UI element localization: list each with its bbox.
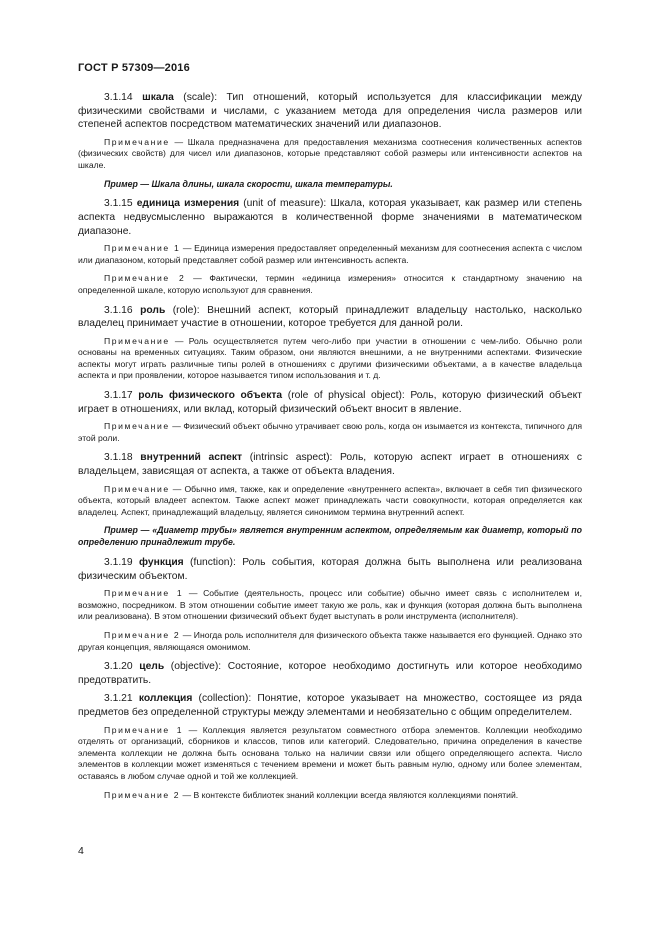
term-3-1-19: 3.1.19 функция (function): Роль события, которая должна быть выполнена или реализована физическим объектом. — [78, 557, 582, 582]
term-name: шкала — [142, 92, 174, 103]
term-3-1-17: 3.1.17 роль физического объекта (role of physical object): Роль, которую физический объект играет в отношениях, или вклад, который физический объект вносит в явление. — [78, 390, 582, 415]
note-1: Примечание 1 — Единица измерения предоставляет определенный механизм для соотнесения аспекта с числом или диапазоном, который представляет собой размер или интенсивность аспекта. — [78, 243, 582, 265]
term-name: коллекция — [138, 693, 193, 705]
term-name: роль — [140, 304, 166, 316]
document-code: ГОСТ Р 57309—2016 — [78, 62, 190, 74]
note: Примечание — Обычно имя, также, как и определение «внутреннего аспекта», включает в себя тип физического объекта, который владеет аспектом. Также аспект может принадлежать части совокупности, которая определяется как владелец. Аспект, принадлежащий владельцу, является синонимом термина внутренний аспект. — [78, 483, 582, 517]
term-3-1-14: 3.1.14 шкала (scale): Тип отношений, который используется для классификации между физическими свойствами и числами, с указанием метода для определения числа размеров или степеней аспектов посредством математических значений или диапазонов. — [78, 92, 582, 131]
term-3-1-16: 3.1.16 роль (role): Внешний аспект, который принадлежит владельцу настолько, насколько владелец принимает участие в отношении, которое требуется для данной роли. — [78, 304, 582, 330]
term-3-1-15: 3.1.15 единица измерения (unit of measure): Шкала, которая указывает, как размер или степень аспекта недвусмысленно выражаются в количественной форме значениями в математическом диапазоне. — [78, 198, 583, 237]
note-2: Примечание 2 — В контексте библиотек знаний коллекции всегда являются коллекциями понятий. — [104, 789, 519, 800]
term-name: роль физического объекта — [138, 390, 283, 402]
document-body — [78, 91, 582, 808]
term-name: цель — [139, 661, 165, 673]
page-number: 4 — [78, 845, 84, 857]
term-name: внутренний аспект — [140, 452, 243, 464]
note-1: Примечание 1 — Коллекция является результатом совместного отбора элементов. Коллекции необходимо отделять от организаций, сборников и классов, типов или категорий. Следовательно, причина определения в качестве элемента коллекции не должна быть основана только на наличии связи или общего определяющего аспекта. Число элементов в коллекции может изменяться с течением времени и может быть равным нулю, одному или более элементам, оставаясь в любом случае одной и той же коллекцией. — [78, 724, 583, 781]
term-3-1-20: 3.1.20 цель (objective): Состояние, которое необходимо достигнуть или которое необходимо предотвратить. — [78, 661, 582, 686]
term-name: единица измерения — [136, 198, 240, 210]
note-2: Примечание 2 — Иногда роль исполнителя для физического объекта также называется его функцией. Однако это другая концепция, являющаяся омонимом. — [78, 629, 582, 652]
example: Пример — Шкала длины, шкала скорости, шкала температуры. — [104, 178, 393, 189]
term-name: функция — [139, 557, 184, 569]
term-3-1-18: 3.1.18 внутренний аспект (intrinsic aspect): Роль, которую аспект играет в отношениях с владельцем, зависящая от аспекта, а также от объекта владения. — [78, 452, 582, 478]
note-1: Примечание 1 — Событие (деятельность, процесс или событие) обычно имеет связь с исполнителем и, возможно, посредником. В этом отношении событие имеет такую же роль, как и функция (которая должна быть выполнена или реализована). В этом отношении физический объект будет выступать в роли инструмента (исполнителя). — [78, 588, 582, 622]
note: Примечание — Роль осуществляется путем чего-либо при участии в отношении с чем-либо. Обычно роли основаны на временных ситуациях. Таким образом, они являются внешними, а не внутренними аспектами. Физические аспекты могут играть различные типы ролей в отношениях с другими физическими объектами, а в качестве владельца аспекта и при проявлении, которое называется типом использования и т. д. — [78, 335, 582, 381]
note: Примечание — Физический объект обычно утрачивает свою роль, когда он изымается из контекста, типичного для этой роли. — [78, 421, 582, 443]
term-3-1-21: 3.1.21 коллекция (collection): Понятие, которое указывает на множество, состоящее из ряда предметов без определенной структуры между элементами и необязательно с общим определителем. — [78, 693, 582, 718]
note: Примечание — Шкала предназначена для предоставления механизма соотнесения количественных аспектов (физических свойств) для чисел или диапазонов, которые представляют собой размеры или интенсивности аспектов на шкале. — [78, 136, 582, 170]
note-2: Примечание 2 — Фактически, термин «единица измерения» относится к стандартному значению на определенной шкале, которую используют для сравнения. — [78, 273, 583, 295]
example: Пример — «Диаметр трубы» является внутренним аспектом, определяемым как диаметр, который по определению принадлежит трубе. — [78, 525, 582, 548]
